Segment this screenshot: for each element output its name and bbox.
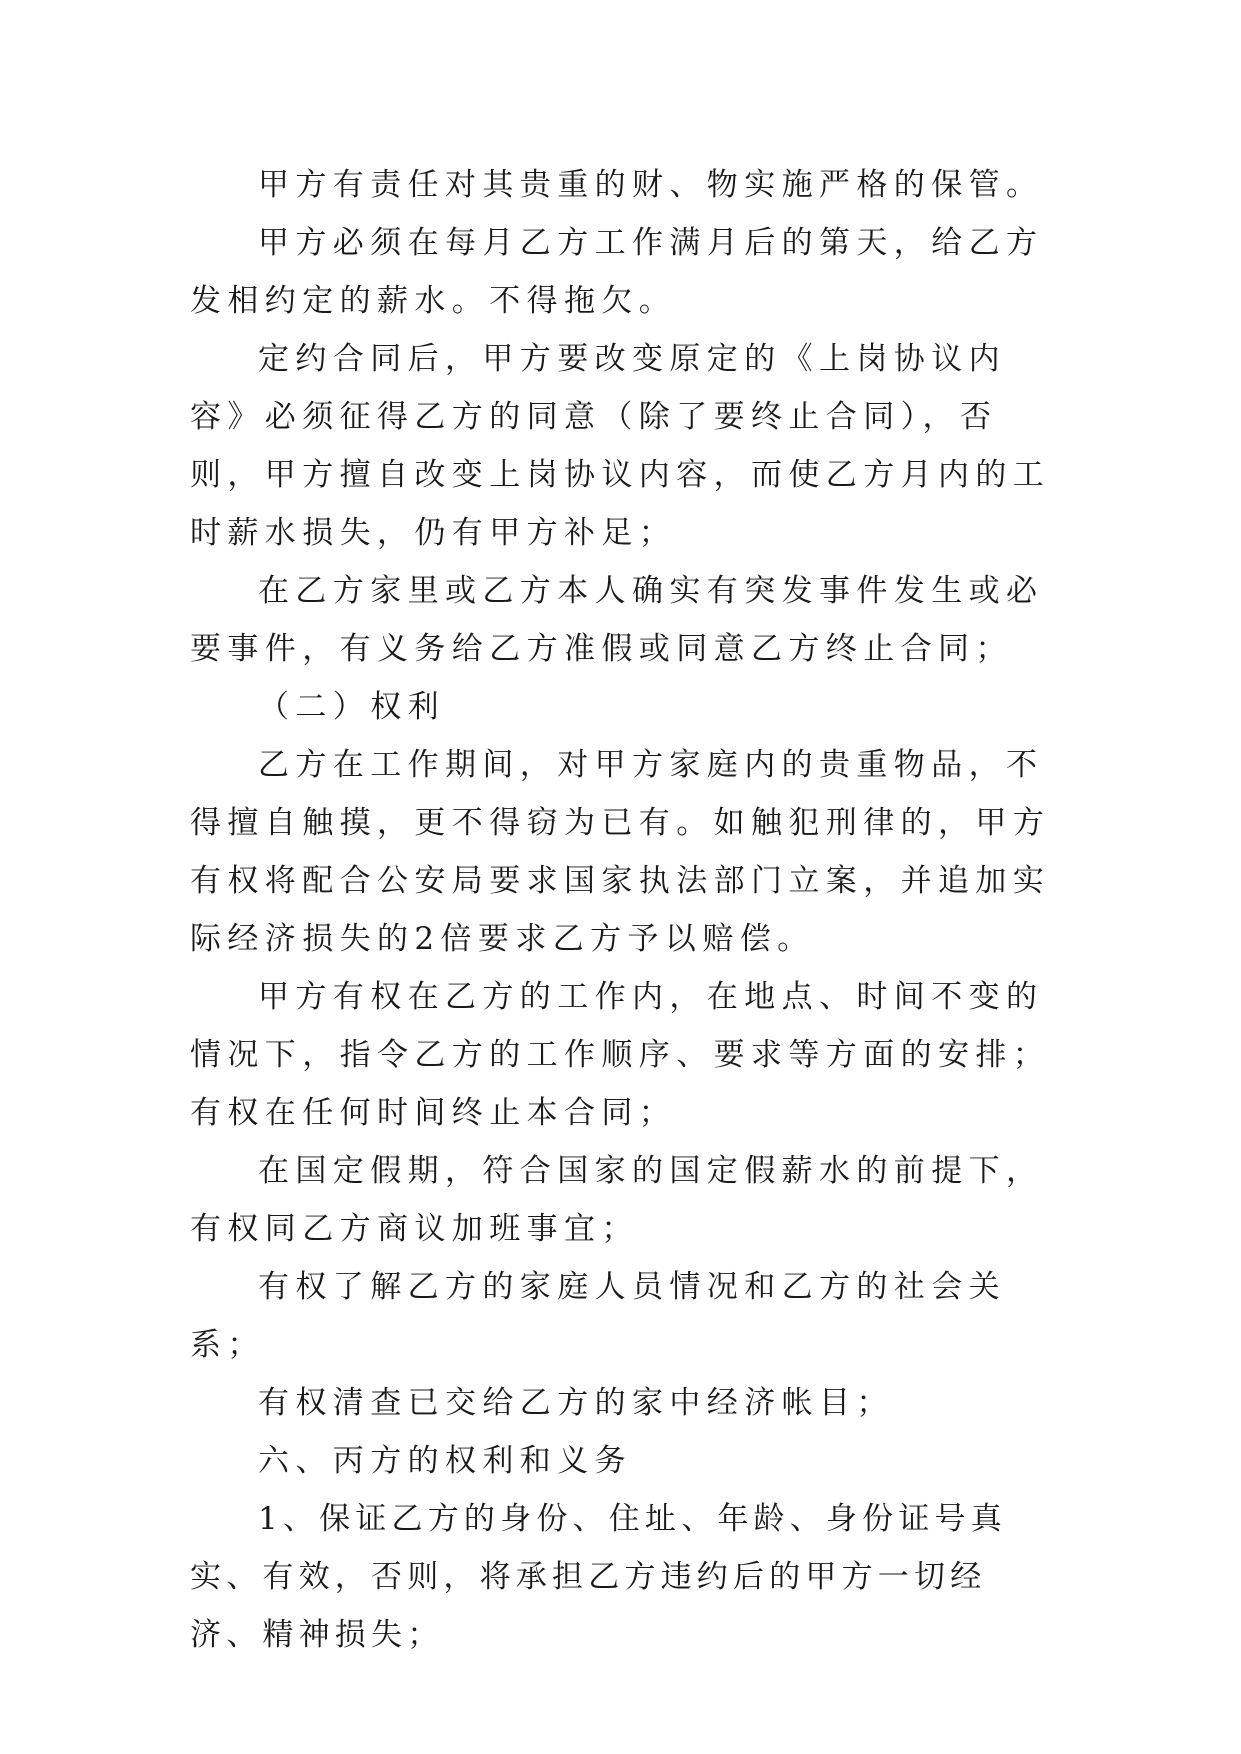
paragraph-holiday-overtime: 在国定假期，符合国家的国定假薪水的前提下，有权同乙方商议加班事宜； [190, 1153, 1044, 1247]
section-heading-party-c: 六、丙方的权利和义务 [258, 1443, 632, 1479]
paragraph-emergency-leave: 在乙方家里或乙方本人确实有突发事件发生或必要事件，有义务给乙方准假或同意乙方终止合同； [190, 573, 1044, 667]
paragraph-valuables: 乙方在工作期间，对甲方家庭内的贵重物品，不得擅自触摸，更不得窃为已有。如触犯刑律的，甲方有权将配合公安局要求国家执法部门立案，并追加实际经济损失的2倍要求乙方予以赔偿。 [190, 747, 1051, 957]
paragraph-agreement-change: 定约合同后，甲方要改变原定的《上岗协议内容》必须征得乙方的同意（除了要终止合同），否则，甲方擅自改变上岗协议内容，而使乙方月内的工时薪水损失，仍有甲方补足； [190, 341, 1051, 551]
paragraph-accounts-check: 有权清查已交给乙方的家中经济帐目； [258, 1385, 894, 1421]
paragraph-family-info: 有权了解乙方的家庭人员情况和乙方的社会关系； [190, 1269, 1006, 1363]
section-heading-rights: （二）权利 [258, 689, 445, 725]
paragraph-salary-payment: 甲方必须在每月乙方工作满月后的第天，给乙方发相约定的薪水。不得拖欠。 [190, 225, 1044, 319]
paragraph-work-instructions: 甲方有权在乙方的工作内，在地点、时间不变的情况下，指令乙方的工作顺序、要求等方面的安排；有权在任何时间终止本合同； [190, 979, 1051, 1131]
paragraph-custody-duty: 甲方有责任对其贵重的财、物实施严格的保管。 [258, 167, 1044, 203]
document-body [190, 156, 1052, 1664]
paragraph-identity-guarantee: 1、保证乙方的身份、住址、年龄、身份证号真实、有效，否则，将承担乙方违约后的甲方一切经济、精神损失； [190, 1501, 1007, 1653]
